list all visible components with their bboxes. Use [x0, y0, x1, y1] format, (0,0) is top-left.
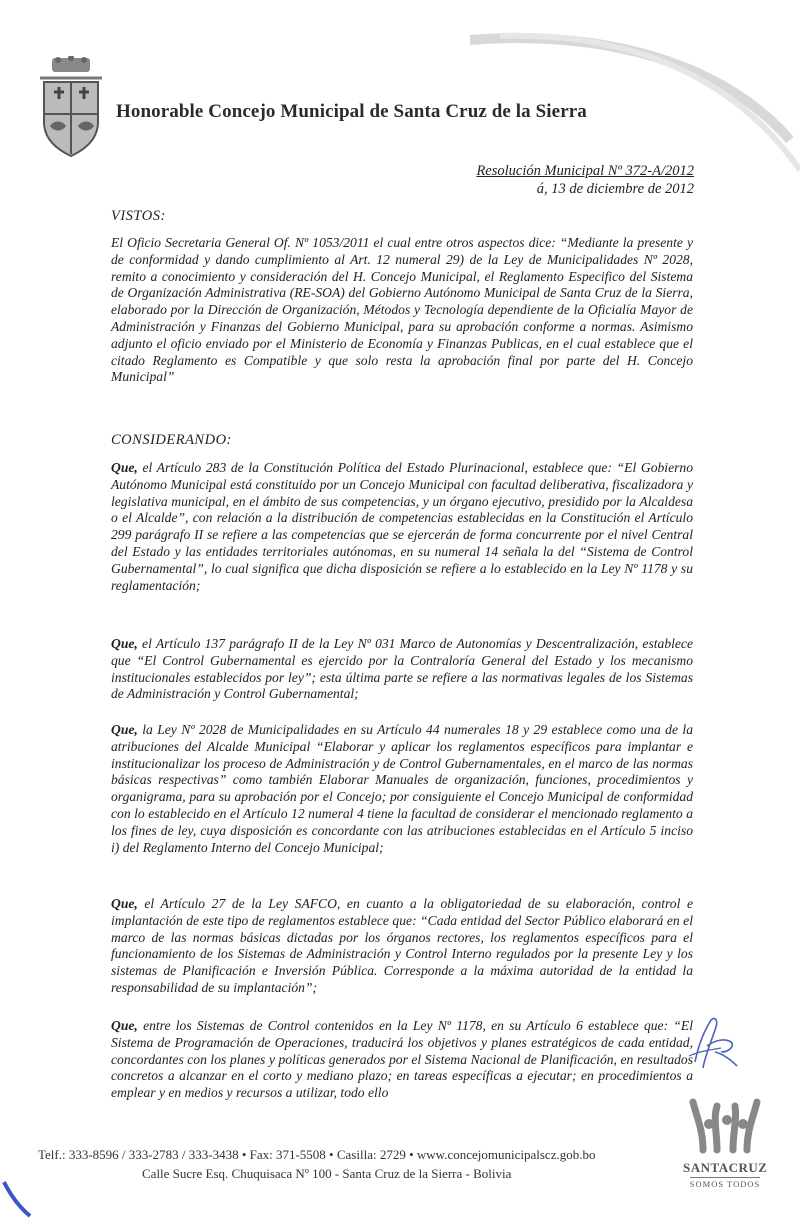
considerando-paragraph-4 [111, 896, 693, 997]
considerando-paragraph-2 [111, 636, 693, 703]
logo-name: SANTACRUZ [683, 1160, 768, 1175]
scan-mark-decoration [0, 1178, 40, 1220]
resolution-number: Resolución Municipal Nº 372-A/2012 [476, 163, 694, 179]
considerando-paragraph-1 [111, 460, 693, 594]
paragraph-lead: Que, [111, 460, 138, 475]
paragraph-lead: Que, [111, 896, 138, 911]
resolution-block [476, 162, 694, 198]
paragraph-text: el Artículo 137 parágrafo II de la Ley Nº 031 Marco de Autonomías y Descentralización, establece que “El Control Gubernamental es ejercido por la Contraloría General del Estado y los mecanismo institucionales establecidos por ley”; esta última parte se refiere a las normativas legales de los Sistemas de Administración y Control Gubernamental; [111, 636, 693, 702]
council-title: Honorable Concejo Municipal de Santa Cruz de la Sierra [116, 101, 587, 122]
footer-contact: Telf.: 333-8596 / 333-2783 / 333-3438 • Fax: 371-5508 • Casilla: 2729 • www.concejomunicipalscz.gob.bo [38, 1147, 596, 1162]
paragraph-text: el Artículo 283 de la Constitución Política del Estado Plurinacional, establece que: “El Gobierno Autónomo Municipal está constituido por un Concejo Municipal con facultad deliberativa, fiscalizadora y legislativa municipal, en el ámbito de sus competencias, y un órgano ejecutivo, presidido por la Alcaldesa o el Alcalde”, con relación a la distribución de competencias establecidas en la Constitución el Artículo 299 parágrafo II se refiere a las competencias que se ejercerán de forma concurrente por el nivel Central del Estado y las entidades territoriales autónomas, en su numeral 14 señala la del “Sistema de Control Gubernamental”, lo cual significa que dicha disposición se refiere a lo establecido en la Ley Nº 1178 y su reglamentación; [111, 460, 693, 593]
considerando-paragraph-5 [111, 1018, 693, 1102]
vistos-heading: VISTOS: [111, 208, 166, 224]
coat-of-arms-icon [38, 56, 104, 158]
paragraph-text: entre los Sistemas de Control contenidos en la Ley Nº 1178, en su Artículo 6 establece que: “El Sistema de Programación de Operaciones, traducirá los objetivos y planes estratégicos de cada entidad, concordantes con los planes y políticas generados por el Sistema Nacional de Planificación, en resultados concretos a alcanzar en el corto y mediano plazo; en tareas específicas a ejecutar; en procedimientos a emplear y en medios y recursos a utilizar, todo ello [111, 1018, 693, 1101]
paragraph-text: la Ley Nº 2028 de Municipalidades en su Artículo 44 numerales 18 y 29 establece como una de la atribuciones del Alcalde Municipal “Elaborar y aplicar los reglamentos específicos para implantar e institucionalizar los proceso de Administración y de Control Gubernamentales, en el marco de las normas básicas respectivas” como también Elaborar Manuales de organización, funciones, procedimientos y organigrama, para su aprobación por el Concejo; por consiguiente el Concejo Municipal de conformidad con lo establecido en el Artículo 12 numeral 4 tiene la facultad de considerar el mencionado reglamento a los fines de ley, cuya disposición es concordante con las atribuciones establecidas en el Artículo 5 inciso i) del Reglamento Interno del Concejo Municipal; [111, 722, 693, 855]
santa-cruz-logo [683, 1090, 768, 1189]
people-figures-icon [683, 1090, 767, 1156]
paragraph-lead: Que, [111, 636, 138, 651]
paragraph-lead: Que, [111, 1018, 138, 1033]
footer-address: Calle Sucre Esq. Chuquisaca Nº 100 - Santa Cruz de la Sierra - Bolivia [142, 1166, 512, 1181]
considerando-paragraph-3 [111, 722, 693, 856]
logo-slogan: SOMOS TODOS [689, 1179, 761, 1189]
footer [38, 1147, 595, 1182]
paragraph-text: el Artículo 27 de la Ley SAFCO, en cuanto a la obligatoriedad de su elaboración, control e implantación de este tipo de reglamentos establece que: “Cada entidad del Sector Público elaborará en el marco de las normas básicas dictadas por los órganos rectores, los reglamentos específicos para el funcionamiento de los Sistemas de Administración y Control Interno regulados por la presente Ley y los sistemas de Planificación e Inversión Pública. Corresponde a la máxima autoridad de la entidad la responsabilidad de su implantación”; [111, 896, 693, 995]
vistos-body: El Oficio Secretaria General Of. Nº 1053/2011 el cual entre otros aspectos dice: “Mediante la presente y de conformidad y dando cumplimiento al Art. 12 numeral 29) de la Ley de Municipalidades Nº 2028, remito a conocimiento y consideración del H. Concejo Municipal, el Reglamento Especifico del Sistema de Organización Administrativa (RE-SOA) del Gobierno Autónomo Municipal de Santa Cruz de la Sierra, elaborado por la Dirección de Organización, Métodos y Tecnología dependiente de la Oficialía Mayor de Administración y Finanzas del Gobierno Municipal, para su aprobación conforme a normas. Asimismo adjunto el oficio enviado por el Ministerio de Economía y Finanzas Publicas, en el cual establece que el citado Reglamento es Compatible y que solo resta la aprobación final por parte del H. Concejo Municipal” [111, 235, 693, 385]
paragraph-lead: Que, [111, 722, 138, 737]
handwritten-signature-icon [685, 1012, 741, 1074]
considerando-heading: CONSIDERANDO: [111, 432, 232, 448]
resolution-date: á, 13 de diciembre de 2012 [536, 181, 694, 197]
